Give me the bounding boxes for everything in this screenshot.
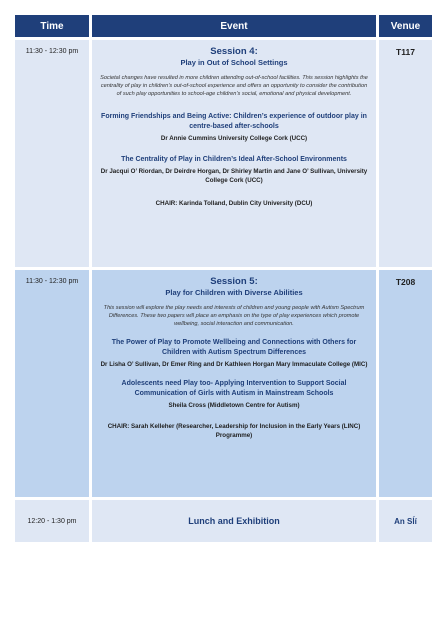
session-title: Session 5:: [210, 276, 258, 287]
session-chair: CHAIR: Sarah Kelleher (Researcher, Leadership for Inclusion in the Early Years (LINC) Programme): [107, 423, 361, 439]
session-venue: T208: [395, 277, 416, 287]
session-title: Session 4:: [210, 46, 258, 57]
paper-authors: Dr Jacqui O’ Riordan, Dr Deirdre Horgan, Dr Shirley Martin and Jane O’ Sullivan, University College Cork (UCC): [100, 168, 368, 184]
schedule-table: [15, 15, 432, 542]
session-subtitle: Play for Children with Diverse Abilities: [165, 288, 303, 297]
session-subtitle: Play in Out of School Settings: [180, 58, 288, 67]
session-time: 11:30 - 12:30 pm: [25, 48, 79, 55]
lunch-time: 12:20 - 1:30 pm: [27, 517, 77, 525]
paper-authors: Dr Lisha O’ Sullivan, Dr Emer Ring and Dr Kathleen Horgan Mary Immaculate College (MIC): [100, 361, 368, 368]
session-event-cell: [92, 40, 376, 267]
lunch-event-cell: [92, 500, 376, 542]
paper-title: Forming Friendships and Being Active: Children’s experience of outdoor play in centre-based after-schools: [101, 113, 367, 130]
session-venue: T117: [396, 47, 415, 57]
header-time: Time: [15, 15, 89, 37]
session-time-cell: [15, 270, 89, 497]
session-time: 11:30 - 12:30 pm: [25, 278, 79, 285]
lunch-time-cell: [15, 500, 89, 542]
lunch-venue-cell: [379, 500, 432, 542]
paper-title: Adolescents need Play too- Applying Intervention to Support Social Communication of Girls with Autism in Mainstream Schools: [121, 380, 347, 397]
header-venue: Venue: [379, 15, 432, 37]
session-time-cell: [15, 40, 89, 267]
session-chair: CHAIR: Karinda Tolland, Dublin City University (DCU): [155, 200, 313, 207]
paper-title: The Centrality of Play in Children’s Ideal After-School Environments: [121, 156, 347, 163]
header-event: Event: [92, 15, 376, 37]
lunch-row: [15, 500, 432, 542]
paper-authors: Sheila Cross (Middletown Centre for Autism): [168, 402, 300, 409]
lunch-venue: An Sĺí: [394, 516, 417, 526]
session-row: [15, 270, 432, 497]
paper-authors: Dr Annie Cummins University College Cork (UCC): [160, 135, 308, 142]
session-description: This session will explore the play needs and interests of children and young people with Autism Spectrum Differences. These two papers will place an emphasis on the type of play experiences which promote wellbeing, social interaction and communication.: [103, 305, 365, 327]
header-row: [15, 15, 432, 37]
session-row: [15, 40, 432, 267]
session-event-cell: [92, 270, 376, 497]
paper-title: The Power of Play to Promote Wellbeing and Connections with Others for Children with Autism Spectrum Differences: [111, 339, 357, 356]
session-venue-cell: [379, 40, 432, 267]
lunch-event: Lunch and Exhibition: [188, 516, 280, 526]
session-description: Societal changes have resulted in more children attending out-of-school facilities. This session highlights the centrality of play in children’s out-of-school experience and offers an opportunity to consider the contribution of such play opportunities to school-age children’s social, emotional and physical development.: [100, 75, 368, 97]
session-venue-cell: [379, 270, 432, 497]
